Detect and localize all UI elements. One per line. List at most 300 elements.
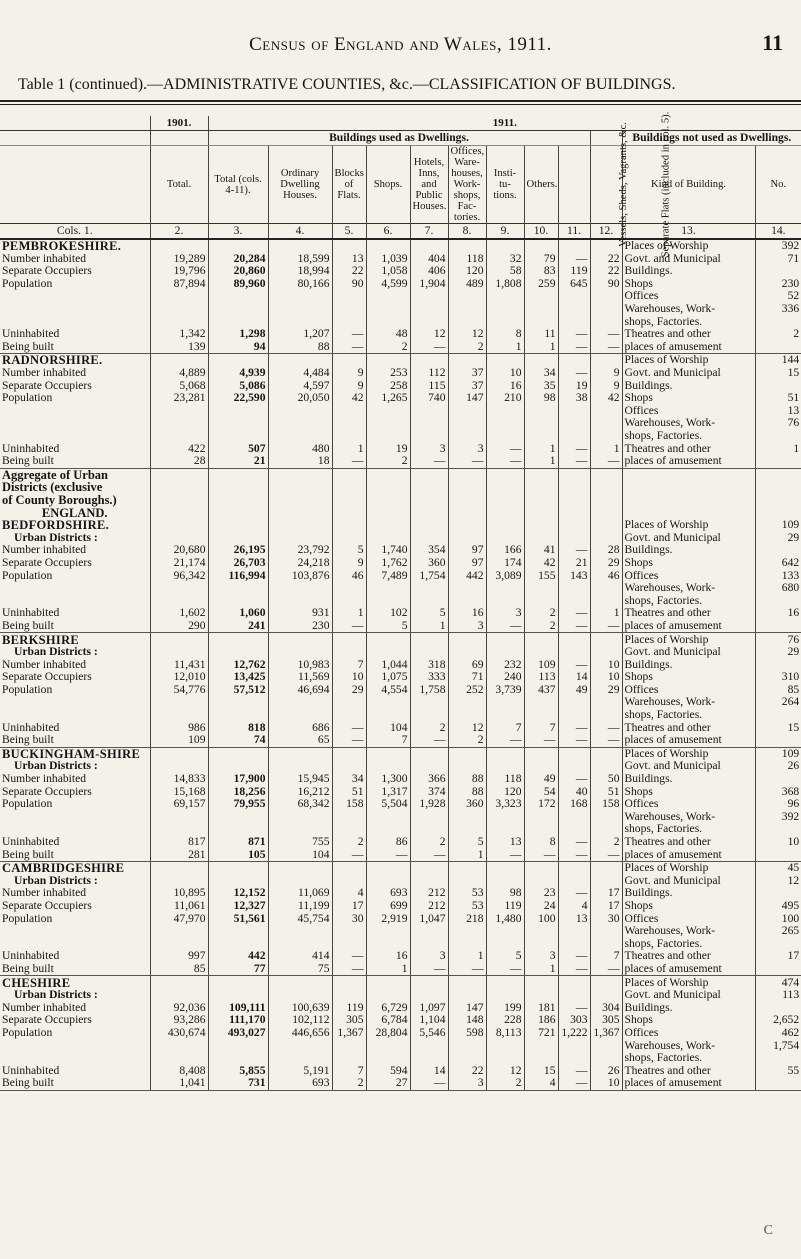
cell-value: 158	[590, 798, 622, 811]
cell-value: 174	[486, 557, 524, 570]
cell-value: —	[558, 1065, 590, 1078]
cell-value: 18,994	[268, 265, 332, 278]
kind-label: Theatres and other	[622, 607, 755, 620]
kind-label: places of amusement	[622, 620, 755, 633]
kind-number: 368	[755, 786, 801, 799]
cell-value: 22	[590, 265, 622, 278]
cell-value: 1,317	[366, 786, 410, 799]
cell-value: 230	[268, 620, 332, 633]
cell-value: 1,758	[410, 684, 448, 697]
kind-label: Buildings.	[622, 1002, 755, 1015]
table-row	[0, 849, 801, 862]
kind-label: places of amusement	[622, 849, 755, 862]
cell-value: 731	[208, 1077, 268, 1090]
cell-value: 45,754	[268, 912, 332, 925]
kind-label: Shops	[622, 392, 755, 405]
cell-value: 12,152	[208, 887, 268, 900]
row-label: Uninhabited	[2, 720, 60, 734]
cell-value: —	[558, 1002, 590, 1015]
row-label: Number inhabited	[2, 366, 87, 380]
cell-value: 42	[524, 557, 558, 570]
table-row	[0, 773, 801, 786]
cell-value: 139	[150, 341, 208, 354]
kind-number: 113	[755, 989, 801, 1002]
cell-value: 119	[558, 265, 590, 278]
table-row	[0, 836, 801, 849]
cell-value: 9	[332, 380, 366, 393]
kind-number: 12	[755, 875, 801, 888]
cell-value: 69	[448, 659, 486, 672]
cell-value: 20,284	[208, 253, 268, 266]
cell-value: 9	[332, 557, 366, 570]
cell-value: 437	[524, 684, 558, 697]
cell-value: 1	[590, 607, 622, 620]
cell-value: 1	[524, 443, 558, 456]
cell-value: 17,900	[208, 773, 268, 786]
kind-number: 52	[755, 290, 801, 303]
cell-value: —	[332, 849, 366, 862]
cell-value: 35	[524, 380, 558, 393]
kind-label: Theatres and other	[622, 328, 755, 341]
cell-value: 17	[590, 887, 622, 900]
cell-value: 88	[448, 786, 486, 799]
cell-value: —	[332, 620, 366, 633]
cell-value: 598	[448, 1027, 486, 1040]
table-row	[0, 671, 801, 684]
kind-number	[755, 341, 801, 354]
kind-number	[755, 265, 801, 278]
cell-value: 11,199	[268, 900, 332, 913]
aggregate-heading: Districts (exclusive	[2, 480, 103, 495]
kind-label: Buildings.	[622, 544, 755, 557]
cell-value: 112	[410, 367, 448, 380]
cell-value: 693	[366, 887, 410, 900]
cell-value: 30	[590, 912, 622, 925]
cell-value: 24,218	[268, 557, 332, 570]
table-row	[0, 341, 801, 354]
cell-value: 97	[448, 544, 486, 557]
cell-value: 422	[150, 443, 208, 456]
cell-value: 1,207	[268, 328, 332, 341]
cell-value: 87,894	[150, 278, 208, 291]
cell-value: 5	[332, 544, 366, 557]
cell-value: 29	[332, 684, 366, 697]
cell-value: —	[448, 963, 486, 976]
cell-value: 1,342	[150, 328, 208, 341]
kind-number	[755, 709, 801, 722]
cell-value: 8,408	[150, 1065, 208, 1078]
cell-value: 740	[410, 392, 448, 405]
row-label: Being built	[0, 963, 150, 976]
cell-value: 20,680	[150, 544, 208, 557]
top-rule	[0, 100, 801, 102]
kind-label: Govt. and Municipal	[622, 253, 755, 266]
cell-value: 5	[486, 950, 524, 963]
cell-value: 1	[524, 341, 558, 354]
cell-value: 1,904	[410, 278, 448, 291]
cell-value: 8	[486, 328, 524, 341]
cell-value: 26,703	[208, 557, 268, 570]
kind-number	[755, 887, 801, 900]
year-1901: 1901.	[150, 116, 208, 131]
cell-value: 65	[268, 734, 332, 747]
cell-value: 3	[486, 607, 524, 620]
cell-value: 22	[332, 265, 366, 278]
cell-value: 100	[524, 912, 558, 925]
cell-value: 19	[366, 443, 410, 456]
used-as-dwellings-heading: Buildings used as Dwellings.	[208, 131, 590, 146]
cell-value: 102	[366, 607, 410, 620]
cell-value: 29	[590, 684, 622, 697]
cell-value: 104	[366, 722, 410, 735]
kind-number: 230	[755, 278, 801, 291]
kind-label: Theatres and other	[622, 722, 755, 735]
cell-value: 7	[590, 950, 622, 963]
cell-value: —	[486, 849, 524, 862]
kind-label: Buildings.	[622, 265, 755, 278]
cell-value: —	[410, 455, 448, 468]
kind-label: Shops	[622, 671, 755, 684]
cell-value: 3	[448, 443, 486, 456]
cell-value: 1,047	[410, 912, 448, 925]
cell-value: 305	[332, 1014, 366, 1027]
cell-value: 17	[590, 900, 622, 913]
cell-value: 18	[268, 455, 332, 468]
cell-value: —	[486, 734, 524, 747]
cell-value: 13,425	[208, 671, 268, 684]
table-row	[0, 620, 801, 633]
cell-value: 53	[448, 887, 486, 900]
cell-value: 10	[590, 659, 622, 672]
cell-value: 19,796	[150, 265, 208, 278]
cell-value: —	[590, 734, 622, 747]
cell-value: 817	[150, 836, 208, 849]
cell-value: 18,599	[268, 253, 332, 266]
cell-value: 13	[486, 836, 524, 849]
cell-value: 119	[332, 1002, 366, 1015]
kind-label: Shops	[622, 900, 755, 913]
cell-value: 228	[486, 1014, 524, 1027]
cell-value: 93,286	[150, 1014, 208, 1027]
cell-value: 8	[524, 836, 558, 849]
kind-number: 15	[755, 367, 801, 380]
cell-value: 10	[590, 671, 622, 684]
cell-value: 46	[590, 569, 622, 582]
cell-value: —	[524, 734, 558, 747]
col-total-1901: Total.	[150, 146, 208, 224]
col-institutions: Insti-tu-tions.	[486, 146, 524, 224]
cell-value: 1	[410, 620, 448, 633]
kind-number: 45	[755, 862, 801, 875]
cell-value: —	[558, 253, 590, 266]
table-row	[0, 430, 801, 443]
kind-number: 71	[755, 253, 801, 266]
kind-label: Warehouses, Work-	[622, 811, 755, 824]
col-kind: Kind of Building.	[622, 146, 755, 224]
cell-value: 489	[448, 278, 486, 291]
aggregate-heading: of County Boroughs.)	[2, 492, 117, 507]
cell-value: —	[590, 849, 622, 862]
kind-number: 495	[755, 900, 801, 913]
cell-value: —	[590, 455, 622, 468]
cell-value: —	[558, 849, 590, 862]
page-number: 11	[762, 30, 783, 55]
cell-value: 98	[524, 392, 558, 405]
cell-value: 210	[486, 392, 524, 405]
cell-value: 16	[486, 380, 524, 393]
kind-number: 2	[755, 328, 801, 341]
cell-value: 147	[448, 1002, 486, 1015]
cell-value: 102,112	[268, 1014, 332, 1027]
cell-value: 3,323	[486, 798, 524, 811]
cell-value: 2	[410, 836, 448, 849]
not-used-heading: Buildings not used as Dwellings.	[622, 131, 801, 146]
kind-number: 265	[755, 925, 801, 938]
cell-value: 19	[558, 380, 590, 393]
table-row	[0, 303, 801, 316]
cell-value: 85	[150, 963, 208, 976]
cell-value: 366	[410, 773, 448, 786]
cell-value: 2,919	[366, 912, 410, 925]
cell-value: 755	[268, 836, 332, 849]
cell-value: 4,599	[366, 278, 410, 291]
kind-label: Places of Worship	[622, 976, 755, 989]
cell-value: 113	[524, 671, 558, 684]
row-label: Separate Occupiers	[2, 670, 92, 684]
cell-value: —	[524, 849, 558, 862]
row-label: Number inhabited	[2, 1000, 87, 1014]
table-title: Table 1 (continued).—ADMINISTRATIVE COUNTIES, &c.—CLASSIFICATION OF BUILDINGS.	[18, 76, 676, 93]
kind-label: Govt. and Municipal	[622, 646, 755, 659]
kind-label: Offices	[622, 1027, 755, 1040]
cell-value: 46,694	[268, 684, 332, 697]
cell-value: 12	[410, 328, 448, 341]
kind-number: 392	[755, 239, 801, 253]
kind-number: 133	[755, 569, 801, 582]
cell-value: 871	[208, 836, 268, 849]
kind-label: Buildings.	[622, 887, 755, 900]
cell-value: —	[590, 963, 622, 976]
cell-value: 442	[448, 569, 486, 582]
cell-value: 53	[448, 900, 486, 913]
kind-number: 474	[755, 976, 801, 989]
page-header	[0, 0, 801, 95]
table-row	[0, 963, 801, 976]
kind-number: 17	[755, 950, 801, 963]
cell-value: 442	[208, 950, 268, 963]
kind-label: Warehouses, Work-	[622, 1039, 755, 1052]
cell-value: —	[332, 950, 366, 963]
cell-value: 1,300	[366, 773, 410, 786]
cell-value: —	[486, 620, 524, 633]
row-label: Being built	[0, 341, 150, 354]
cell-value: 34	[524, 367, 558, 380]
cell-value: 34	[332, 773, 366, 786]
kind-number: 51	[755, 392, 801, 405]
cell-value: 13	[558, 912, 590, 925]
cell-value: 258	[366, 380, 410, 393]
cell-value: 5	[366, 620, 410, 633]
cell-value: 143	[558, 569, 590, 582]
row-label: Uninhabited	[2, 441, 60, 455]
table-row	[0, 989, 801, 1002]
cell-value: —	[558, 607, 590, 620]
cell-value: 4	[558, 900, 590, 913]
cell-value: 100,639	[268, 1002, 332, 1015]
cell-value: 4,554	[366, 684, 410, 697]
cell-value: 7	[366, 734, 410, 747]
kind-number: 2,652	[755, 1014, 801, 1027]
cell-value: 199	[486, 1002, 524, 1015]
cell-value: —	[332, 963, 366, 976]
cell-value: 48	[366, 328, 410, 341]
cell-value: 241	[208, 620, 268, 633]
kind-number: 462	[755, 1027, 801, 1040]
kind-number	[755, 1077, 801, 1090]
kind-number: 13	[755, 405, 801, 418]
cell-value: 20,860	[208, 265, 268, 278]
cell-value: 10	[332, 671, 366, 684]
cell-value: 1,367	[332, 1027, 366, 1040]
row-label: Population	[2, 797, 53, 811]
cell-value: 51	[332, 786, 366, 799]
kind-label: Theatres and other	[622, 836, 755, 849]
row-label: Separate Occupiers	[2, 898, 92, 912]
col-separate-flats: Separate Flats (included in col. 5).	[590, 146, 622, 224]
cell-value: 11,431	[150, 659, 208, 672]
cell-value: 1	[332, 443, 366, 456]
cell-value: 118	[448, 253, 486, 266]
kind-number: 29	[755, 646, 801, 659]
kind-label: shops, Factories.	[622, 709, 755, 722]
kind-label: Shops	[622, 786, 755, 799]
cell-value: 10,983	[268, 659, 332, 672]
cell-value: 1	[366, 963, 410, 976]
cell-value: 26,195	[208, 544, 268, 557]
cell-value: —	[558, 836, 590, 849]
row-label: Population	[2, 391, 53, 405]
column-numbers-row: Cols. 1. 2. 3. 4. 5. 6. 7. 8. 9. 10. 11. 12. 13. 14.	[0, 224, 801, 240]
cell-value: —	[410, 963, 448, 976]
cell-value: —	[558, 328, 590, 341]
cell-value: 2	[366, 455, 410, 468]
table-row	[0, 354, 801, 367]
col-no: No.	[755, 146, 801, 224]
kind-number: 264	[755, 696, 801, 709]
table-row	[0, 646, 801, 659]
cell-value: —	[410, 1077, 448, 1090]
cell-value: 3,089	[486, 569, 524, 582]
cell-value: 88	[448, 773, 486, 786]
row-label: Separate Occupiers	[2, 784, 92, 798]
cell-value: 166	[486, 544, 524, 557]
cell-value: 986	[150, 722, 208, 735]
cell-value: 645	[558, 278, 590, 291]
cell-value: 115	[410, 380, 448, 393]
table-row	[0, 455, 801, 468]
cell-value: 15,168	[150, 786, 208, 799]
cell-value: 1	[524, 963, 558, 976]
kind-label: Offices	[622, 684, 755, 697]
col-shops: Shops.	[366, 146, 410, 224]
cell-value: 104	[268, 849, 332, 862]
county-name: BERKSHIRE	[2, 632, 80, 647]
cell-value: 14	[410, 1065, 448, 1078]
cell-value: 594	[366, 1065, 410, 1078]
cell-value: 181	[524, 1002, 558, 1015]
kind-number	[755, 773, 801, 786]
table-row	[0, 607, 801, 620]
row-label: Number inhabited	[2, 772, 87, 786]
row-label: Uninhabited	[2, 835, 60, 848]
cell-value: 120	[448, 265, 486, 278]
cell-value: 148	[448, 1014, 486, 1027]
kind-label: shops, Factories.	[622, 316, 755, 329]
cell-value: 10	[590, 1077, 622, 1090]
row-label: Being built	[0, 849, 150, 862]
kind-label: Places of Worship	[622, 747, 755, 760]
cell-value: 42	[332, 392, 366, 405]
cell-value: 4,484	[268, 367, 332, 380]
col-ordinary: Ordinary Dwelling Houses.	[268, 146, 332, 224]
cell-value: 303	[558, 1014, 590, 1027]
cell-value: 7	[332, 1065, 366, 1078]
cell-value: 305	[590, 1014, 622, 1027]
cell-value: 2	[448, 734, 486, 747]
kind-number	[755, 734, 801, 747]
cell-value: —	[558, 887, 590, 900]
cell-value: 997	[150, 950, 208, 963]
row-label: Being built	[0, 734, 150, 747]
cell-value: 1,298	[208, 328, 268, 341]
kind-number: 144	[755, 354, 801, 367]
cell-value: 212	[410, 887, 448, 900]
cell-value: 3,739	[486, 684, 524, 697]
kind-number: 100	[755, 912, 801, 925]
table-row	[0, 1052, 801, 1065]
cell-value: 2	[448, 341, 486, 354]
cell-value: 83	[524, 265, 558, 278]
col-vessels: Vessels, Sheds, Vagrants, &c.	[558, 146, 590, 224]
cell-value: 406	[410, 265, 448, 278]
cell-value: —	[558, 1077, 590, 1090]
kind-label: Govt. and Municipal	[622, 989, 755, 1002]
cell-value: 51	[590, 786, 622, 799]
england-heading: ENGLAND.	[41, 505, 108, 520]
kind-label: Govt. and Municipal	[622, 760, 755, 773]
kind-label: Places of Worship	[622, 633, 755, 646]
kind-number: 109	[755, 519, 801, 532]
cell-value: —	[558, 734, 590, 747]
kind-number: 1	[755, 443, 801, 456]
cell-value: 7	[332, 659, 366, 672]
cell-value: 15	[524, 1065, 558, 1078]
cell-value: 37	[448, 367, 486, 380]
cell-value: 2	[332, 1077, 366, 1090]
cell-value: 218	[448, 912, 486, 925]
table-row	[0, 925, 801, 938]
cell-value: —	[410, 341, 448, 354]
cell-value: —	[332, 328, 366, 341]
kind-label: Places of Worship	[622, 519, 755, 532]
cell-value: 94	[208, 341, 268, 354]
cell-value: 4	[524, 1077, 558, 1090]
row-label: Being built	[0, 1077, 150, 1090]
cell-value: 24	[524, 900, 558, 913]
cell-value: 8,113	[486, 1027, 524, 1040]
cell-value: 430,674	[150, 1027, 208, 1040]
kind-label: Places of Worship	[622, 862, 755, 875]
